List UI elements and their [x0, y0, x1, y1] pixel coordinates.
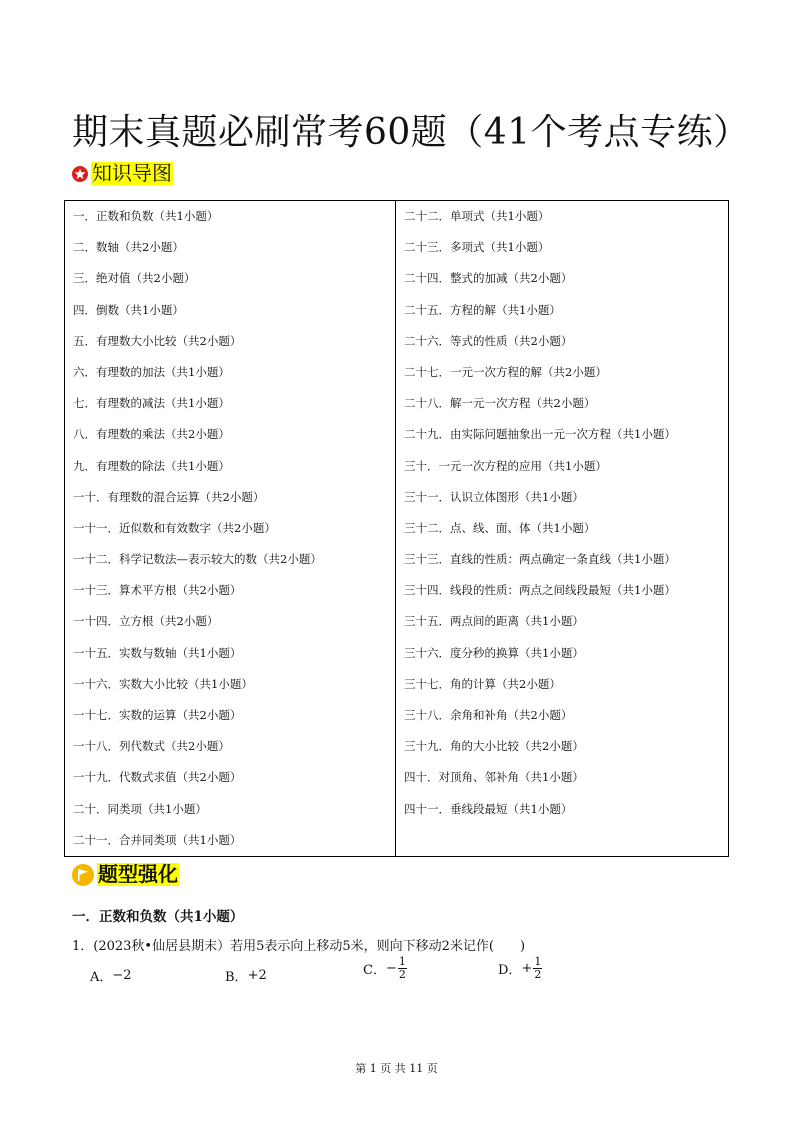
toc-item: 二十八．解一元一次方程（共2小题）: [404, 396, 596, 411]
knowledge-map-heading: [72, 162, 173, 185]
toc-left-column: [65, 201, 396, 857]
option-c-sign: −: [385, 961, 397, 977]
knowledge-map-table: [64, 200, 729, 857]
toc-item: 一．正数和负数（共1小题）: [73, 209, 219, 223]
option-b[interactable]: [225, 966, 267, 985]
option-a-value: −2: [112, 968, 132, 983]
toc-item: 三十六．度分秒的换算（共1小题）: [404, 645, 584, 660]
toc-item: 三十九．角的大小比较（共2小题）: [404, 739, 584, 754]
option-c-numerator: 1: [398, 955, 406, 968]
page-footer: 第 1 页 共 11 页: [355, 1062, 438, 1075]
toc-item: 二十三．多项式（共1小题）: [404, 240, 550, 255]
toc-item: 三十七．角的计算（共2小题）: [404, 676, 561, 691]
practice-label: 题型强化: [98, 862, 178, 886]
toc-item: 四．倒数（共1小题）: [73, 302, 184, 317]
toc-item: 一十四．立方根（共2小题）: [73, 614, 219, 629]
toc-item: 三．绝对值（共2小题）: [73, 271, 196, 286]
toc-item: 二十九．由实际问题抽象出一元一次方程（共1小题）: [404, 427, 676, 442]
option-a-label: A．: [90, 970, 113, 985]
toc-item: 二十二．单项式（共1小题）: [404, 209, 550, 223]
toc-item: 四十一．垂线段最短（共1小题）: [404, 801, 573, 816]
option-b-label: B．: [225, 970, 248, 985]
toc-item: 二十六．等式的性质（共2小题）: [404, 333, 573, 348]
toc-item: 一十九．代数式求值（共2小题）: [73, 770, 242, 785]
toc-item: 一十七．实数的运算（共2小题）: [73, 708, 242, 722]
toc-item: 二十一．合并同类项（共1小题）: [73, 832, 242, 847]
option-d-numerator: 1: [534, 955, 542, 968]
toc-item: 二十五．方程的解（共1小题）: [404, 302, 561, 317]
knowledge-map-label: 知识导图: [92, 161, 172, 185]
option-d-denominator: 2: [534, 968, 542, 982]
option-c-denominator: 2: [398, 968, 406, 982]
toc-item: 一十五．实数与数轴（共1小题）: [73, 645, 242, 660]
question-section-title: 一．正数和负数（共1小题）: [72, 909, 244, 925]
star-icon: [72, 166, 88, 182]
option-d[interactable]: [498, 956, 542, 981]
toc-item: 三十八．余角和补角（共2小题）: [404, 708, 573, 722]
option-d-fraction: [533, 956, 542, 981]
toc-item: 三十二．点、线、面、体（共1小题）: [404, 520, 596, 535]
toc-item: 三十五．两点间的距离（共1小题）: [404, 614, 584, 629]
toc-item: 三十一．认识立体图形（共1小题）: [404, 489, 584, 504]
toc-item: 六．有理数的加法（共1小题）: [73, 364, 230, 379]
toc-item: 五．有理数大小比较（共2小题）: [73, 333, 242, 348]
page-title: 期末真题必刷常考60题（41个考点专练）: [72, 112, 750, 153]
option-c[interactable]: [363, 956, 407, 981]
toc-item: 一十一．近似数和有效数字（共2小题）: [73, 520, 276, 535]
toc-item: 一十二．科学记数法—表示较大的数（共2小题）: [73, 552, 322, 567]
toc-item: 七．有理数的减法（共1小题）: [73, 396, 230, 411]
question-text: 1．(2023秋•仙居县期末）若用5表示向上移动5米，则向下移动2米记作( ): [72, 939, 526, 954]
option-c-fraction: [398, 956, 407, 981]
toc-item: 九．有理数的除法（共1小题）: [73, 458, 230, 473]
toc-item: 一十．有理数的混合运算（共2小题）: [73, 489, 265, 504]
toc-item: 四十．对顶角、邻补角（共1小题）: [404, 770, 584, 785]
flag-icon: [72, 864, 94, 886]
practice-heading: [72, 863, 179, 886]
option-c-label: C．: [363, 963, 386, 979]
toc-item: 一十三．算术平方根（共2小题）: [73, 583, 242, 598]
toc-item: 二十．同类项（共1小题）: [73, 801, 207, 816]
option-d-sign: +: [521, 961, 533, 977]
toc-item: 八．有理数的乘法（共2小题）: [73, 427, 230, 442]
toc-item: 一十八．列代数式（共2小题）: [73, 739, 230, 754]
toc-item: 一十六．实数大小比较（共1小题）: [73, 676, 253, 691]
option-d-label: D．: [498, 963, 522, 979]
toc-item: 三十四．线段的性质：两点之间线段最短（共1小题）: [404, 583, 676, 598]
toc-item: 二．数轴（共2小题）: [73, 240, 184, 255]
toc-item: 三十三．直线的性质：两点确定一条直线（共1小题）: [404, 552, 676, 567]
toc-item: 二十四．整式的加减（共2小题）: [404, 271, 573, 286]
option-b-value: +2: [247, 968, 267, 983]
option-a[interactable]: [90, 966, 132, 985]
toc-item: 二十七．一元一次方程的解（共2小题）: [404, 364, 607, 379]
toc-right-column: [396, 201, 729, 857]
toc-item: 三十．一元一次方程的应用（共1小题）: [404, 458, 607, 473]
